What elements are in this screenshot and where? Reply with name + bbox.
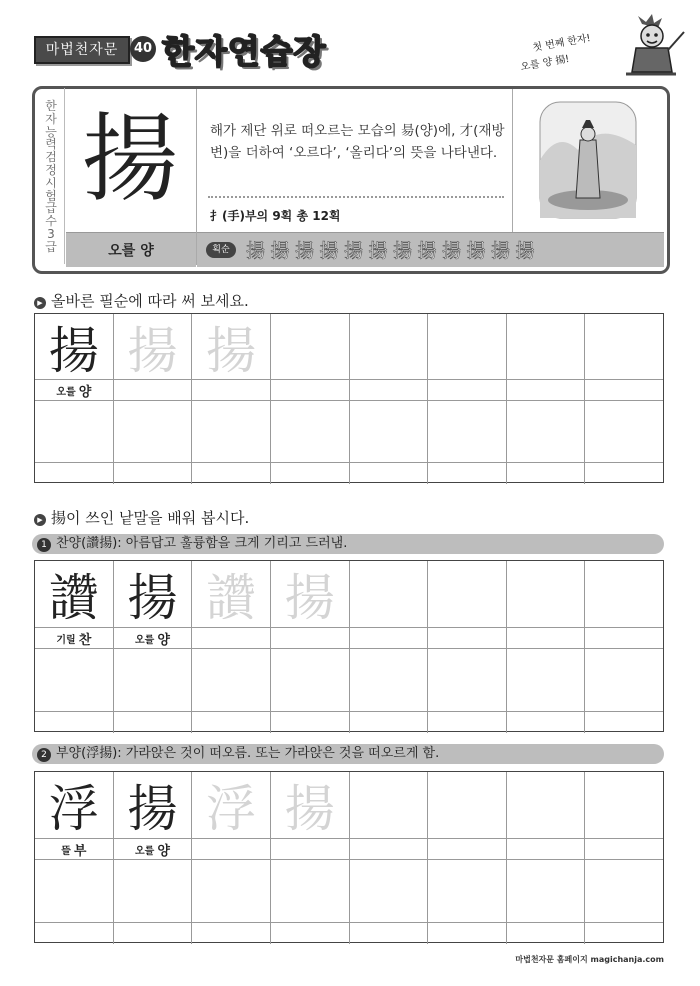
cell-label: 뜰 부 [35, 839, 114, 859]
number-badge: 1 [37, 538, 51, 552]
trace-character[interactable]: 揚 [271, 772, 350, 838]
writing-cell[interactable] [114, 401, 193, 462]
writing-cell[interactable] [428, 772, 507, 838]
trace-character[interactable]: 揚 [192, 314, 271, 379]
writing-cell[interactable] [350, 649, 429, 711]
meaning-reading: 오를 양 [108, 243, 154, 259]
writing-cell[interactable] [585, 401, 663, 462]
writing-cell[interactable] [428, 561, 507, 627]
character-description: 해가 제단 위로 떠오르는 모습의 昜(양)에, 才(재방변)을 더하여 ‘오르다’, ‘올리다’의 뜻을 나타낸다. [210, 123, 505, 161]
writing-cell[interactable] [350, 401, 429, 462]
word-definition-bar: 2 부양(浮揚): 가라앉은 것이 떠오름. 또는 가라앉은 것을 떠오르게 함. [32, 744, 664, 764]
trace-character[interactable]: 讚 [192, 561, 271, 627]
writing-cell[interactable] [428, 649, 507, 711]
writing-cell[interactable] [350, 561, 429, 627]
trace-character[interactable]: 浮 [192, 772, 271, 838]
writing-cell[interactable] [271, 314, 350, 379]
writing-cell[interactable] [350, 860, 429, 922]
header-note-first: 첫 번째 한자! [531, 32, 592, 54]
writing-cell[interactable] [114, 649, 193, 711]
word-definition-bar: 1 찬양(讚揚): 아름답고 훌륭함을 크게 기리고 드러냄. [32, 534, 664, 554]
page-title: 한자연습장 [162, 32, 327, 71]
monkey-mascot-icon [612, 14, 688, 78]
cell-label: 기릴 찬 [35, 628, 114, 648]
writing-cell[interactable] [192, 649, 271, 711]
writing-cell[interactable] [350, 314, 429, 379]
writing-cell[interactable] [585, 314, 663, 379]
writing-cell[interactable] [507, 860, 586, 922]
writing-cell[interactable] [507, 649, 586, 711]
word-character: 揚 [114, 772, 193, 838]
writing-cell[interactable] [271, 860, 350, 922]
writing-cell[interactable] [428, 401, 507, 462]
lesson-number: 40 [130, 36, 156, 62]
writing-cell[interactable] [507, 561, 586, 627]
vocab-heading: ▶ 揚이 쓰인 낱말을 배워 봅시다. [34, 507, 249, 528]
stroke-order-label: 획순 [206, 242, 236, 258]
stroke-order-sequence: 揚揚揚揚揚揚揚揚揚揚揚揚 [246, 240, 541, 262]
cell-label: 오를 양 [114, 839, 193, 859]
play-bullet-icon: ▶ [34, 514, 46, 526]
writing-cell[interactable] [507, 401, 586, 462]
series-badge: 마법천자문 [34, 36, 130, 64]
model-character: 揚 [35, 314, 114, 379]
word-character: 浮 [35, 772, 114, 838]
writing-cell[interactable] [507, 314, 586, 379]
word-character: 讚 [35, 561, 114, 627]
writing-cell[interactable] [350, 772, 429, 838]
word-grid [34, 771, 664, 943]
writing-cell[interactable] [35, 401, 114, 462]
footer-url[interactable]: 마법천자문 홈페이지 magichanja.com [515, 955, 664, 964]
writing-cell[interactable] [35, 649, 114, 711]
divider [512, 89, 513, 232]
practice-heading: ▶ 올바른 필순에 따라 써 보세요. [34, 290, 249, 311]
cell-label: 오를 양 [114, 628, 193, 648]
header-note-second: 오를 양 揚! [519, 53, 571, 74]
writing-cell[interactable] [271, 649, 350, 711]
main-character: 揚 [82, 103, 178, 215]
number-badge: 2 [37, 748, 51, 762]
play-bullet-icon: ▶ [34, 297, 46, 309]
writing-cell[interactable] [192, 401, 271, 462]
practice-grid [34, 313, 664, 483]
dotted-divider [208, 196, 504, 198]
writing-cell[interactable] [114, 860, 193, 922]
writing-cell[interactable] [35, 860, 114, 922]
trace-character[interactable]: 揚 [271, 561, 350, 627]
writing-cell[interactable] [585, 772, 663, 838]
trace-character[interactable]: 揚 [114, 314, 193, 379]
ritual-illustration-icon [538, 100, 638, 220]
word-character: 揚 [114, 561, 193, 627]
writing-cell[interactable] [585, 860, 663, 922]
writing-cell[interactable] [585, 561, 663, 627]
writing-cell[interactable] [507, 772, 586, 838]
writing-cell[interactable] [428, 314, 507, 379]
exam-level-label: 한자능력검정시험급수3급 [45, 99, 57, 254]
writing-cell[interactable] [271, 401, 350, 462]
writing-cell[interactable] [192, 860, 271, 922]
cell-label: 오를 양 [35, 380, 114, 400]
word-grid [34, 560, 664, 732]
writing-cell[interactable] [585, 649, 663, 711]
radical-info: 扌(手)부의 9획 총 12획 [210, 209, 341, 223]
writing-cell[interactable] [428, 860, 507, 922]
